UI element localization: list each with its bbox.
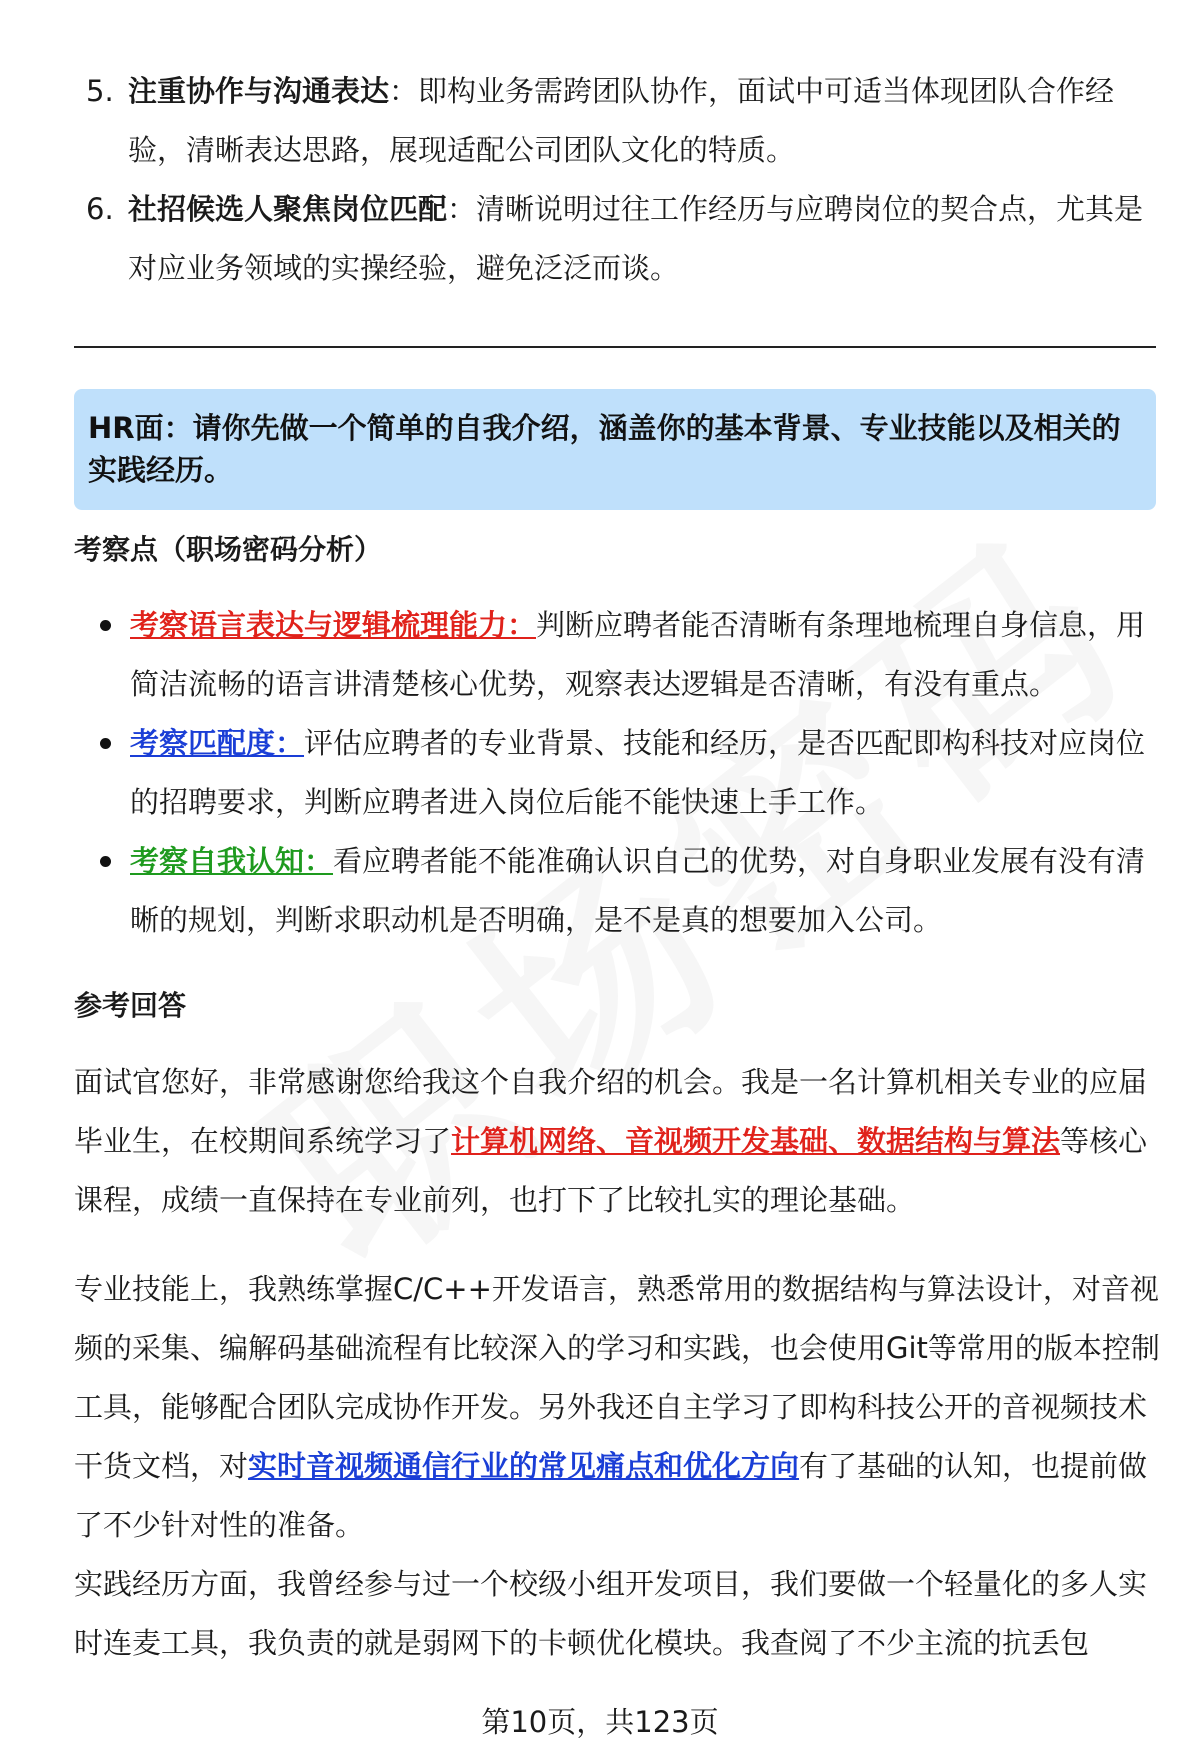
bullet-item xyxy=(100,832,1160,950)
bullet-item xyxy=(100,596,1160,714)
numbered-list xyxy=(78,62,1158,298)
list-item-title: 社招候选人聚焦岗位匹配 xyxy=(128,192,448,226)
list-item-sep: ： xyxy=(389,74,419,108)
para-highlight: 计算机网络、音视频开发基础、数据结构与算法 xyxy=(451,1124,1061,1158)
bullet-dot-icon xyxy=(100,620,111,631)
answer-paragraph-3: 实践经历方面，我曾经参与过一个校级小组开发项目，我们要做一个轻量化的多人实时连麦工具，我负责的就是弱网下的卡顿优化模块。我查阅了不少主流的抗丢包 xyxy=(74,1567,1148,1660)
answer-paragraph-2 xyxy=(74,1260,1160,1555)
section-title: 考察点（职场密码分析） xyxy=(74,533,383,566)
list-item-text: 即构业务需跨团队协作，面试中可适当体现团队合作经验，清晰表达思路，展现适配公司团队文化的特质。 xyxy=(128,74,1115,167)
list-item-text: 清晰说明过往工作经历与应聘岗位的契合点，尤其是对应业务领域的实操经验，避免泛泛而谈。 xyxy=(128,192,1144,285)
para-text: 面试官您好，非常感谢您给我这个自我介绍的机会。我是一名计算机相关专业的应届毕业生，在校期间系统学习了 xyxy=(74,1065,1148,1158)
list-item xyxy=(78,62,1158,180)
list-number: 5. xyxy=(86,74,114,108)
bullet-label: 考察匹配度： xyxy=(130,726,305,760)
list-number: 6. xyxy=(86,192,114,226)
answer-paragraph-1 xyxy=(74,1053,1160,1230)
bullet-dot-icon xyxy=(100,856,111,867)
list-item-title: 注重协作与沟通表达 xyxy=(128,74,390,108)
list-item xyxy=(78,180,1158,298)
horizontal-divider xyxy=(74,346,1156,348)
page-number: 第10页，共123页 xyxy=(481,1705,719,1739)
bullet-item xyxy=(100,714,1160,832)
bullet-text: 看应聘者能不能准确认识自己的优势，对自身职业发展有没有清晰的规划，判断求职动机是否明确，是不是真的想要加入公司。 xyxy=(130,844,1146,937)
para-highlight: 实时音视频通信行业的常见痛点和优化方向 xyxy=(248,1449,800,1483)
para-text: 专业技能上，我熟练掌握C/C++开发语言，熟悉常用的数据结构与算法设计，对音视频的采集、编解码基础流程有比较深入的学习和实践，也会使用Git等常用的版本控制工具，能够配合团队完成协作开发。另外我还自主学习了即构科技公开的音视频技术干货文档，对 xyxy=(74,1272,1160,1483)
bullet-label: 考察自我认知： xyxy=(130,844,334,878)
bullet-text: 评估应聘者的专业背景、技能和经历，是否匹配即构科技对应岗位的招聘要求，判断应聘者进入岗位后能不能快速上手工作。 xyxy=(130,726,1146,819)
para-text: 等核心课程，成绩一直保持在专业前列，也打下了比较扎实的理论基础。 xyxy=(74,1124,1148,1217)
answer-title: 参考回答 xyxy=(74,989,187,1022)
bullet-text: 判断应聘者能否清晰有条理地梳理自身信息，用简洁流畅的语言讲清楚核心优势，观察表达逻辑是否清晰，有没有重点。 xyxy=(130,608,1146,701)
bullet-list xyxy=(100,596,1160,950)
bullet-dot-icon xyxy=(100,738,111,749)
list-item-sep: ： xyxy=(447,192,477,226)
bullet-label: 考察语言表达与逻辑梳理能力： xyxy=(130,608,537,642)
question-box: HR面：请你先做一个简单的自我介绍，涵盖你的基本背景、专业技能以及相关的实践经历。 xyxy=(74,389,1156,510)
para-text: 有了基础的认知，也提前做了不少针对性的准备。 xyxy=(74,1449,1148,1542)
